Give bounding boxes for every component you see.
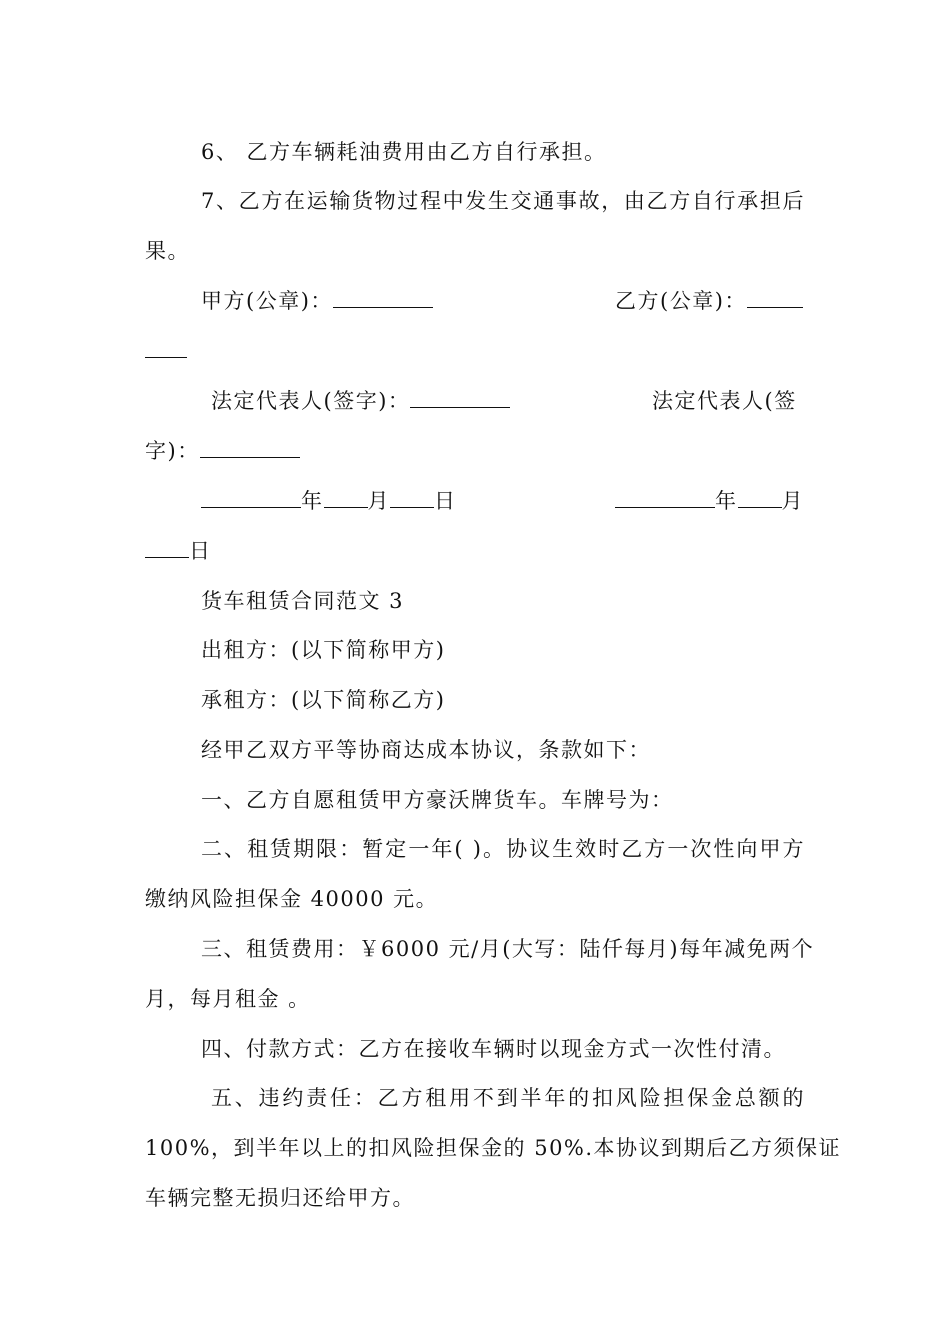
signature-row-rep (145, 386, 805, 416)
clause-7-line2: 果。 (145, 239, 190, 263)
signature-row-seal (145, 286, 805, 316)
day-label: 日 (434, 489, 457, 513)
party-b-rep-label: 法定代表人(签 (652, 389, 797, 413)
party-a-rep-blank (410, 387, 510, 408)
party-a-month-blank (324, 487, 368, 508)
section-title: 货车租赁合同范文 3 (201, 589, 405, 613)
clause-3-line2: 月，每月租金 。 (145, 987, 311, 1011)
party-a-seal-label: 甲方(公章)： (201, 289, 333, 313)
clause-2-line2: 缴纳风险担保金 40000 元。 (145, 887, 439, 911)
party-b-rep-blank (200, 437, 300, 458)
party-b-month-blank (738, 487, 782, 508)
clause-5-line3: 车辆完整无损归还给甲方。 (145, 1186, 415, 1210)
clause-7-line1: 7、乙方在运输货物过程中发生交通事故，由乙方自行承担后 (201, 189, 805, 213)
party-b-day-blank (145, 537, 189, 558)
intro-line: 经甲乙双方平等协商达成本协议，条款如下： (201, 738, 651, 762)
lessor-line: 出租方：(以下简称甲方) (201, 638, 446, 662)
lessee-line: 承租方：(以下简称乙方) (201, 688, 446, 712)
party-b-seal-label: 乙方(公章)： (615, 289, 747, 313)
party-a-day-blank (390, 487, 434, 508)
party-b-year-blank (615, 487, 715, 508)
party-b-rep-label-cont: 字)： (145, 439, 200, 463)
year-label: 年 (301, 489, 324, 513)
clause-2-line1: 二、租赁期限：暂定一年( )。协议生效时乙方一次性向甲方 (201, 837, 805, 861)
party-a-date (201, 486, 457, 516)
party-a-rep-label: 法定代表人(签字)： (211, 389, 411, 413)
party-b-seal-blank-cont (145, 337, 187, 358)
month-label: 月 (367, 489, 390, 513)
year-label: 年 (715, 489, 738, 513)
date-row-cont (145, 536, 805, 566)
clause-1: 一、乙方自愿租赁甲方豪沃牌货车。车牌号为： (201, 788, 674, 812)
party-a-seal-blank (333, 287, 433, 308)
party-b-date (615, 486, 804, 516)
signature-row-seal-cont (145, 336, 805, 366)
clause-5-line1: 五、违约责任：乙方租用不到半年的扣风险担保金总额的 (211, 1086, 805, 1110)
signature-row-rep-cont (145, 436, 805, 466)
party-b-seal-blank (747, 287, 803, 308)
day-label: 日 (189, 539, 212, 563)
party-a-year-blank (201, 487, 301, 508)
clause-3-line1: 三、租赁费用：￥6000 元/月(大写：陆仟每月)每年减免两个 (201, 937, 815, 961)
date-row (145, 486, 805, 516)
clause-5-line2: 100%，到半年以上的扣风险担保金的 50%.本协议到期后乙方须保证 (145, 1136, 842, 1160)
clause-4: 四、付款方式：乙方在接收车辆时以现金方式一次性付清。 (201, 1037, 786, 1061)
month-label: 月 (781, 489, 804, 513)
clause-6: 6、 乙方车辆耗油费用由乙方自行承担。 (201, 140, 607, 164)
